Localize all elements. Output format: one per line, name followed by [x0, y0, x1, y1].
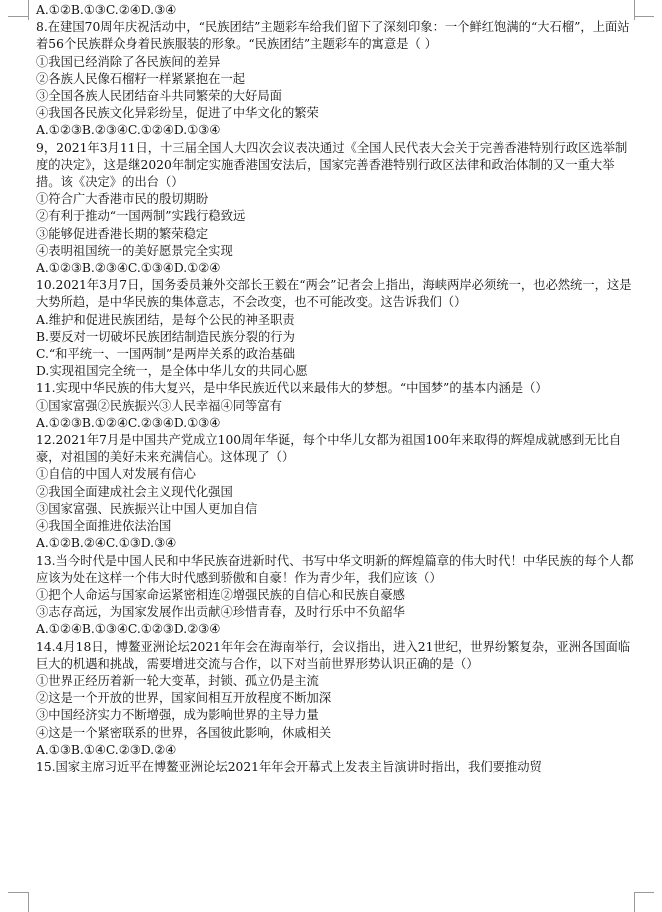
crop-mark-bottom-left-h — [8, 892, 28, 893]
text-line: ①世界正经历着新一轮大变革，封锁、孤立仍是主流 — [36, 673, 319, 688]
text-line: ③国家富强、民族振兴让中国人更加自信 — [36, 501, 258, 516]
text-line: D.实现祖国完全统一，是全体中华儿女的共同心愿 — [36, 364, 308, 379]
text-line: ④这是一个紧密联系的世界，各国彼此影响，休戚相关 — [36, 725, 332, 740]
text-line: 13.当今时代是中国人民和中华民族奋进新时代、书写中华文明新的辉煌篇章的伟大时代！中华民族的每个人都应该为处在这样一个伟大时代感到骄傲和自豪！作为青少年，我们应该（） — [36, 553, 634, 585]
text-line: A.维护和促进民族团结，是每个公民的神圣职责 — [36, 312, 295, 327]
text-line: A.①②④B.①③④C.①②③D.②③④ — [36, 622, 221, 637]
text-line: ①自信的中国人对发展有信心 — [36, 467, 196, 482]
text-line: ③中国经济实力不断增强，成为影响世界的主导力量 — [36, 708, 319, 723]
text-line: 10.2021年3月7日，国务委员兼外交部长王毅在“两会”记者会上指出，海峡两岸必须统一，也必然统一，这是大势所趋，是中华民族的集体意志，不会改变，也不可能改变。这告诉我们（） — [36, 278, 632, 310]
text-line: ④我国全面推进依法治国 — [36, 519, 172, 534]
text-line: A.①②③B.②③④C.①②④D.①③④ — [36, 123, 221, 138]
text-line: ④我国各民族文化异彩纷呈，促进了中华文化的繁荣 — [36, 106, 319, 121]
crop-mark-top-left-h — [8, 16, 28, 17]
text-line: ①把个人命运与国家命运紧密相连②增强民族的自信心和民族自豪感 — [36, 587, 405, 602]
crop-mark-bottom-left-v — [28, 892, 29, 912]
text-line: A.①②B.②④C.①③D.③④ — [36, 536, 177, 551]
text-line: 12.2021年7月是中国共产党成立100周年华诞，每个中华儿女都为祖国100年来取得的辉煌成就感到无比自豪，对祖国的美好未来充满信心。这体现了（） — [36, 433, 622, 465]
text-line: ①国家富强②民族振兴③人民幸福④同等富有 — [36, 398, 282, 413]
text-line: ②有利于推动“一国两制”实践行稳致远 — [36, 209, 246, 224]
text-line: 11.实现中华民族的伟大复兴，是中华民族近代以来最伟大的梦想。“中国梦”的基本内涵是（） — [36, 381, 548, 396]
text-line: ③志存高远，为国家发展作出贡献④珍惜青春，及时行乐中不负韶华 — [36, 605, 405, 620]
text-line: A.①②③B.①②④C.②③④D.①③④ — [36, 415, 221, 430]
text-line: 15.国家主席习近平在博鳌亚洲论坛2021年年会开幕式上发表主旨演讲时指出，我们要推动贸 — [36, 759, 542, 774]
text-line: 9，2021年3月11日，十三届全国人大四次会议表决通过《全国人民代表大会关于完善香港特别行政区选举制度的决定》，这是继2020年制定实施香港国安法后，国家完善香港特别行政区法律和政治体制的又一重大举措。该《决定》的出台（） — [36, 140, 628, 190]
crop-mark-bottom-right-h — [634, 892, 654, 893]
text-line: ①我国已经消除了各民族间的差异 — [36, 54, 221, 69]
text-line: ③能够促进香港长期的繁荣稳定 — [36, 226, 209, 241]
crop-mark-bottom-right-v — [634, 892, 635, 912]
text-line: ①符合广大香港市民的殷切期盼 — [36, 192, 209, 207]
text-line: ④表明祖国统一的美好愿景完全实现 — [36, 243, 233, 258]
crop-mark-top-right-h — [634, 16, 654, 17]
crop-mark-top-right-v — [634, 0, 635, 20]
text-line: B.要反对一切破坏民族团结制造民族分裂的行为 — [36, 329, 295, 344]
text-line: ③全国各族人民团结奋斗共同繁荣的大好局面 — [36, 89, 282, 104]
text-line: A.①②B.①③C.②④D.③④ — [36, 3, 177, 17]
text-line: A.①③B.①④C.②③D.②④ — [36, 742, 177, 757]
exam-page-text — [36, 2, 634, 776]
crop-mark-top-left-v — [28, 0, 29, 20]
text-line: ②各族人民像石榴籽一样紧紧抱在一起 — [36, 71, 246, 86]
text-line: C.“和平统一、一国两制”是两岸关系的政治基础 — [36, 347, 296, 362]
text-line: A.①②③B.②③④C.①③④D.①②④ — [36, 261, 221, 276]
text-line: 14.4月18日，博鳌亚洲论坛2021年年会在海南举行，会议指出，进入21世纪，世界纷繁复杂，亚洲各国面临巨大的机遇和挑战，需要增进交流与合作，以下对当前世界形势认识正确的是（） — [36, 639, 631, 671]
text-line: 8.在建国70周年庆祝活动中，“民族团结”主题彩车给我们留下了深刻印象：一个鲜红饱满的“大石榴”，上面站着56个民族群众身着民族服装的形象。“民族团结”主题彩车的寓意是（ ） — [36, 20, 630, 52]
text-line: ②这是一个开放的世界，国家间相互开放程度不断加深 — [36, 691, 332, 706]
text-line: ②我国全面建成社会主义现代化强国 — [36, 484, 233, 499]
